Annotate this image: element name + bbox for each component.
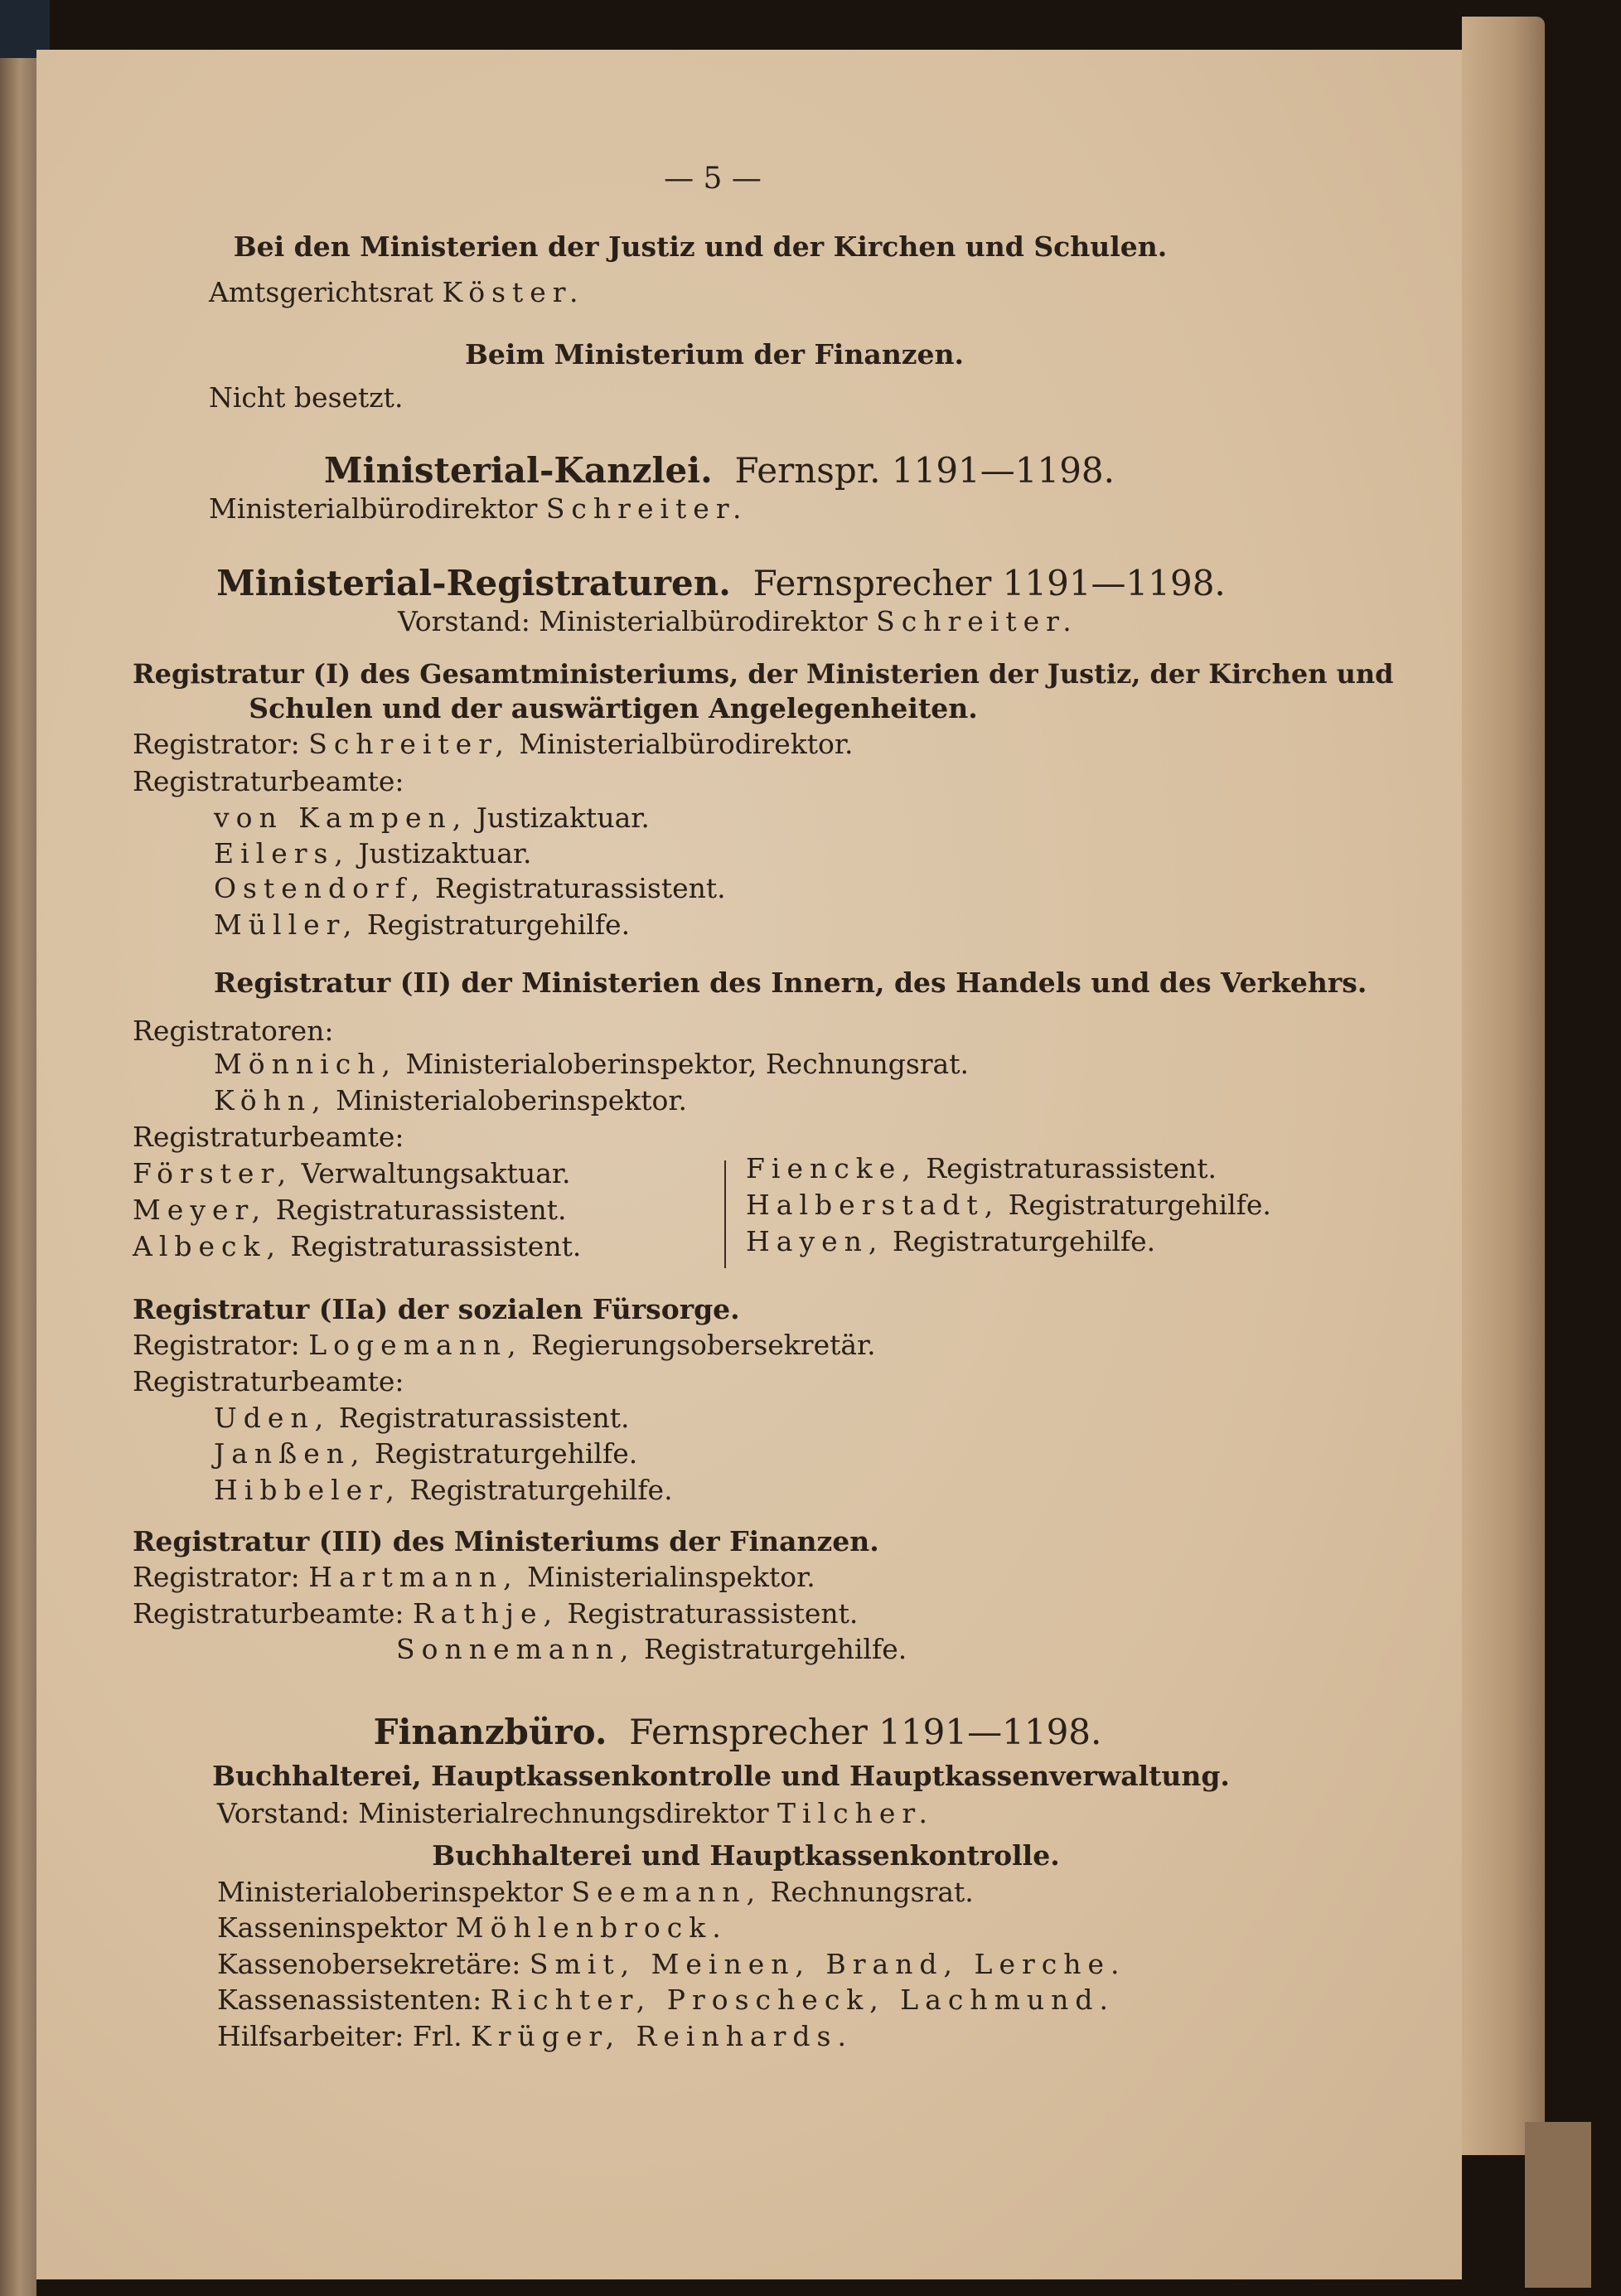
staff-title: Registraturgehilfe. [358, 908, 631, 941]
staff-name: Hibbeler, [214, 1474, 401, 1506]
line-label: Kasseninspektor [217, 1911, 456, 1944]
registraturen-phone: Fernsprecher 1191—1198. [752, 563, 1226, 603]
staff-name: Förster, [133, 1157, 293, 1189]
staff-entry [214, 872, 726, 905]
line-name: Möhlenbrock. [455, 1911, 728, 1944]
vorstand-title: Vorstand: Ministerialrechnungsdirektor [217, 1797, 777, 1829]
staff-name: Fiencke, [746, 1152, 917, 1184]
justiz-entry [209, 276, 584, 309]
line-name: Seemann, [571, 1876, 762, 1908]
justiz-entry-title: Amtsgerichtsrat [209, 276, 443, 308]
staff-title: Registraturassistent. [282, 1230, 582, 1262]
staff-title: Registraturassistent. [917, 1152, 1217, 1184]
page-stack-corner [1525, 2122, 1591, 2288]
registratur-3-registrator [133, 1561, 815, 1594]
staff-entry [214, 1437, 637, 1470]
staff-name: Halberstadt, [746, 1189, 1000, 1221]
registratur-2-registratoren-label: Registratoren: [133, 1015, 334, 1047]
registratur-2a-beamte-label: Registraturbeamte: [133, 1365, 404, 1397]
staff-name: Rathje, [413, 1597, 559, 1630]
finanz-line-4 [217, 1984, 1115, 2017]
staff-entry [214, 1048, 969, 1081]
page-stack-edge [1462, 17, 1545, 2155]
section-heading-finanzen: Beim Ministerium der Finanzen. [464, 338, 965, 371]
line-names: Smit, Meinen, Brand, Lerche. [529, 1948, 1126, 1980]
staff-entry [214, 1084, 687, 1117]
finanzbuero-title-line [374, 1711, 1102, 1754]
staff-entry [746, 1225, 1155, 1258]
kanzlei-entry-title: Ministerialbürodirektor [209, 492, 546, 525]
kanzlei-phone: Fernspr. 1191—1198. [734, 450, 1115, 491]
line-label: Hilfsarbeiter: Frl. [217, 2020, 472, 2052]
staff-name: Uden, [214, 1402, 331, 1434]
registrator-title: Ministerialbürodirektor. [510, 728, 854, 760]
finanzbuero-phone: Fernsprecher 1191—1198. [629, 1712, 1102, 1752]
registrator-label: Registrator: [133, 1329, 309, 1361]
beamte-label: Registraturbeamte: [133, 1597, 414, 1630]
staff-title: Registraturgehilfe. [400, 1474, 673, 1506]
staff-title: Ministerialoberinspektor. [327, 1084, 688, 1117]
staff-name: Meyer, [133, 1194, 268, 1226]
staff-name: Köhn, [214, 1084, 327, 1117]
staff-title: Registraturassistent. [559, 1597, 859, 1630]
staff-title: Registraturgehilfe. [883, 1225, 1156, 1257]
registratur-1-beamte-label: Registraturbeamte: [133, 765, 404, 797]
staff-entry [746, 1189, 1271, 1222]
finanz-line-2 [217, 1911, 728, 1945]
kanzlei-title: Ministerial-Kanzlei. [323, 450, 713, 491]
finanzbuero-subheading-2: Buchhalterei und Hauptkassenkontrolle. [432, 1839, 1060, 1872]
registratur-1-heading-a: Registratur (I) des Gesamtministeriums, der Ministerien der Justiz, der Kirchen und [133, 658, 1394, 690]
finanzbuero-subheading-1: Buchhalterei, Hauptkassenkontrolle und Hauptkassenverwaltung. [212, 1760, 1230, 1792]
staff-entry [396, 1633, 907, 1666]
registratur-1-heading-b: Schulen und der auswärtigen Angelegenheiten. [249, 692, 978, 724]
registrator-name: Schreiter, [308, 728, 510, 760]
staff-title: Registraturgehilfe. [999, 1189, 1271, 1221]
staff-entry [133, 1157, 571, 1190]
justiz-entry-name: Köster. [442, 276, 585, 308]
staff-name: Janßen, [214, 1437, 366, 1470]
staff-name: Hayen, [746, 1225, 884, 1257]
staff-title: Verwaltungsaktuar. [293, 1157, 571, 1189]
staff-name: Ostendorf, [214, 872, 427, 904]
book-spine-edge [0, 58, 36, 2296]
line-names: Richter, Proscheck, Lachmund. [490, 1984, 1115, 2016]
line-title: Rechnungsrat. [762, 1876, 974, 1908]
registraturen-vorstand-title: Vorstand: Ministerialbürodirektor [398, 605, 877, 637]
registraturen-vorstand [398, 605, 1078, 638]
staff-name: von Kampen, [214, 802, 468, 834]
registratur-2-heading: Registratur (II) der Ministerien des Innern, des Handels und des Verkehrs. [214, 966, 1367, 999]
staff-title: Justizaktuar. [467, 802, 650, 834]
finanzbuero-title: Finanzbüro. [373, 1712, 607, 1752]
staff-entry [214, 908, 630, 942]
registrator-label: Registrator: [133, 1561, 309, 1593]
finanz-line-1 [217, 1876, 974, 1909]
staff-entry [214, 1402, 630, 1435]
staff-entry [746, 1152, 1217, 1185]
staff-name: Mönnich, [214, 1048, 397, 1080]
staff-title: Registraturgehilfe. [365, 1437, 638, 1470]
registraturen-vorstand-name: Schreiter. [876, 605, 1078, 637]
finanz-line-5 [217, 2020, 853, 2053]
registratur-2-beamte-label: Registraturbeamte: [133, 1121, 404, 1153]
staff-name: Sonnemann, [396, 1633, 636, 1665]
registrator-name: Hartmann, [308, 1561, 519, 1593]
registratur-2a-registrator [133, 1329, 876, 1362]
line-label: Kassenassistenten: [217, 1984, 491, 2016]
registratur-1-registrator [133, 728, 854, 761]
staff-entry [214, 837, 532, 870]
registratur-2a-heading: Registratur (IIa) der sozialen Fürsorge. [133, 1293, 740, 1325]
finanzen-entry: Nicht besetzt. [209, 381, 404, 414]
registraturen-title: Ministerial-Registraturen. [216, 563, 731, 603]
staff-name: Eilers, [214, 837, 350, 869]
registraturen-title-line [216, 562, 1226, 605]
registrator-title: Ministerialinspektor. [518, 1561, 815, 1593]
registrator-name: Logemann, [308, 1329, 523, 1361]
finanz-line-3 [217, 1948, 1126, 1981]
staff-title: Registraturgehilfe. [635, 1633, 907, 1665]
line-label: Kassenobersekretäre: [217, 1948, 530, 1980]
line-label: Ministerialoberinspektor [217, 1876, 572, 1908]
kanzlei-title-line [324, 449, 1115, 492]
staff-entry [214, 1474, 673, 1507]
page-number: — 5 — [664, 162, 762, 196]
staff-entry [214, 802, 650, 835]
staff-entry [133, 1230, 581, 1263]
staff-name: Müller, [214, 908, 359, 941]
registrator-title: Regierungsobersekretär. [522, 1329, 876, 1361]
staff-title: Registraturassistent. [330, 1402, 630, 1434]
section-heading-justiz: Bei den Ministerien der Justiz und der Kirchen und Schulen. [233, 230, 1168, 263]
staff-title: Registraturassistent. [267, 1194, 567, 1226]
line-names: Krüger, Reinhards. [471, 2020, 853, 2052]
staff-title: Ministerialoberinspektor, Rechnungsrat. [396, 1048, 969, 1080]
staff-title: Justizaktuar. [349, 837, 532, 869]
registrator-label: Registrator: [133, 728, 309, 760]
staff-title: Registraturassistent. [426, 872, 726, 904]
finanzbuero-vorstand [217, 1797, 934, 1830]
column-divider [724, 1160, 726, 1268]
registratur-3-beamte [133, 1597, 858, 1630]
registratur-3-heading: Registratur (III) des Ministeriums der Finanzen. [133, 1525, 879, 1557]
kanzlei-entry [209, 492, 748, 526]
kanzlei-entry-name: Schreiter. [545, 492, 748, 525]
staff-entry [133, 1194, 566, 1227]
vorstand-name: Tilcher. [777, 1797, 934, 1829]
staff-name: Albeck, [133, 1230, 283, 1262]
